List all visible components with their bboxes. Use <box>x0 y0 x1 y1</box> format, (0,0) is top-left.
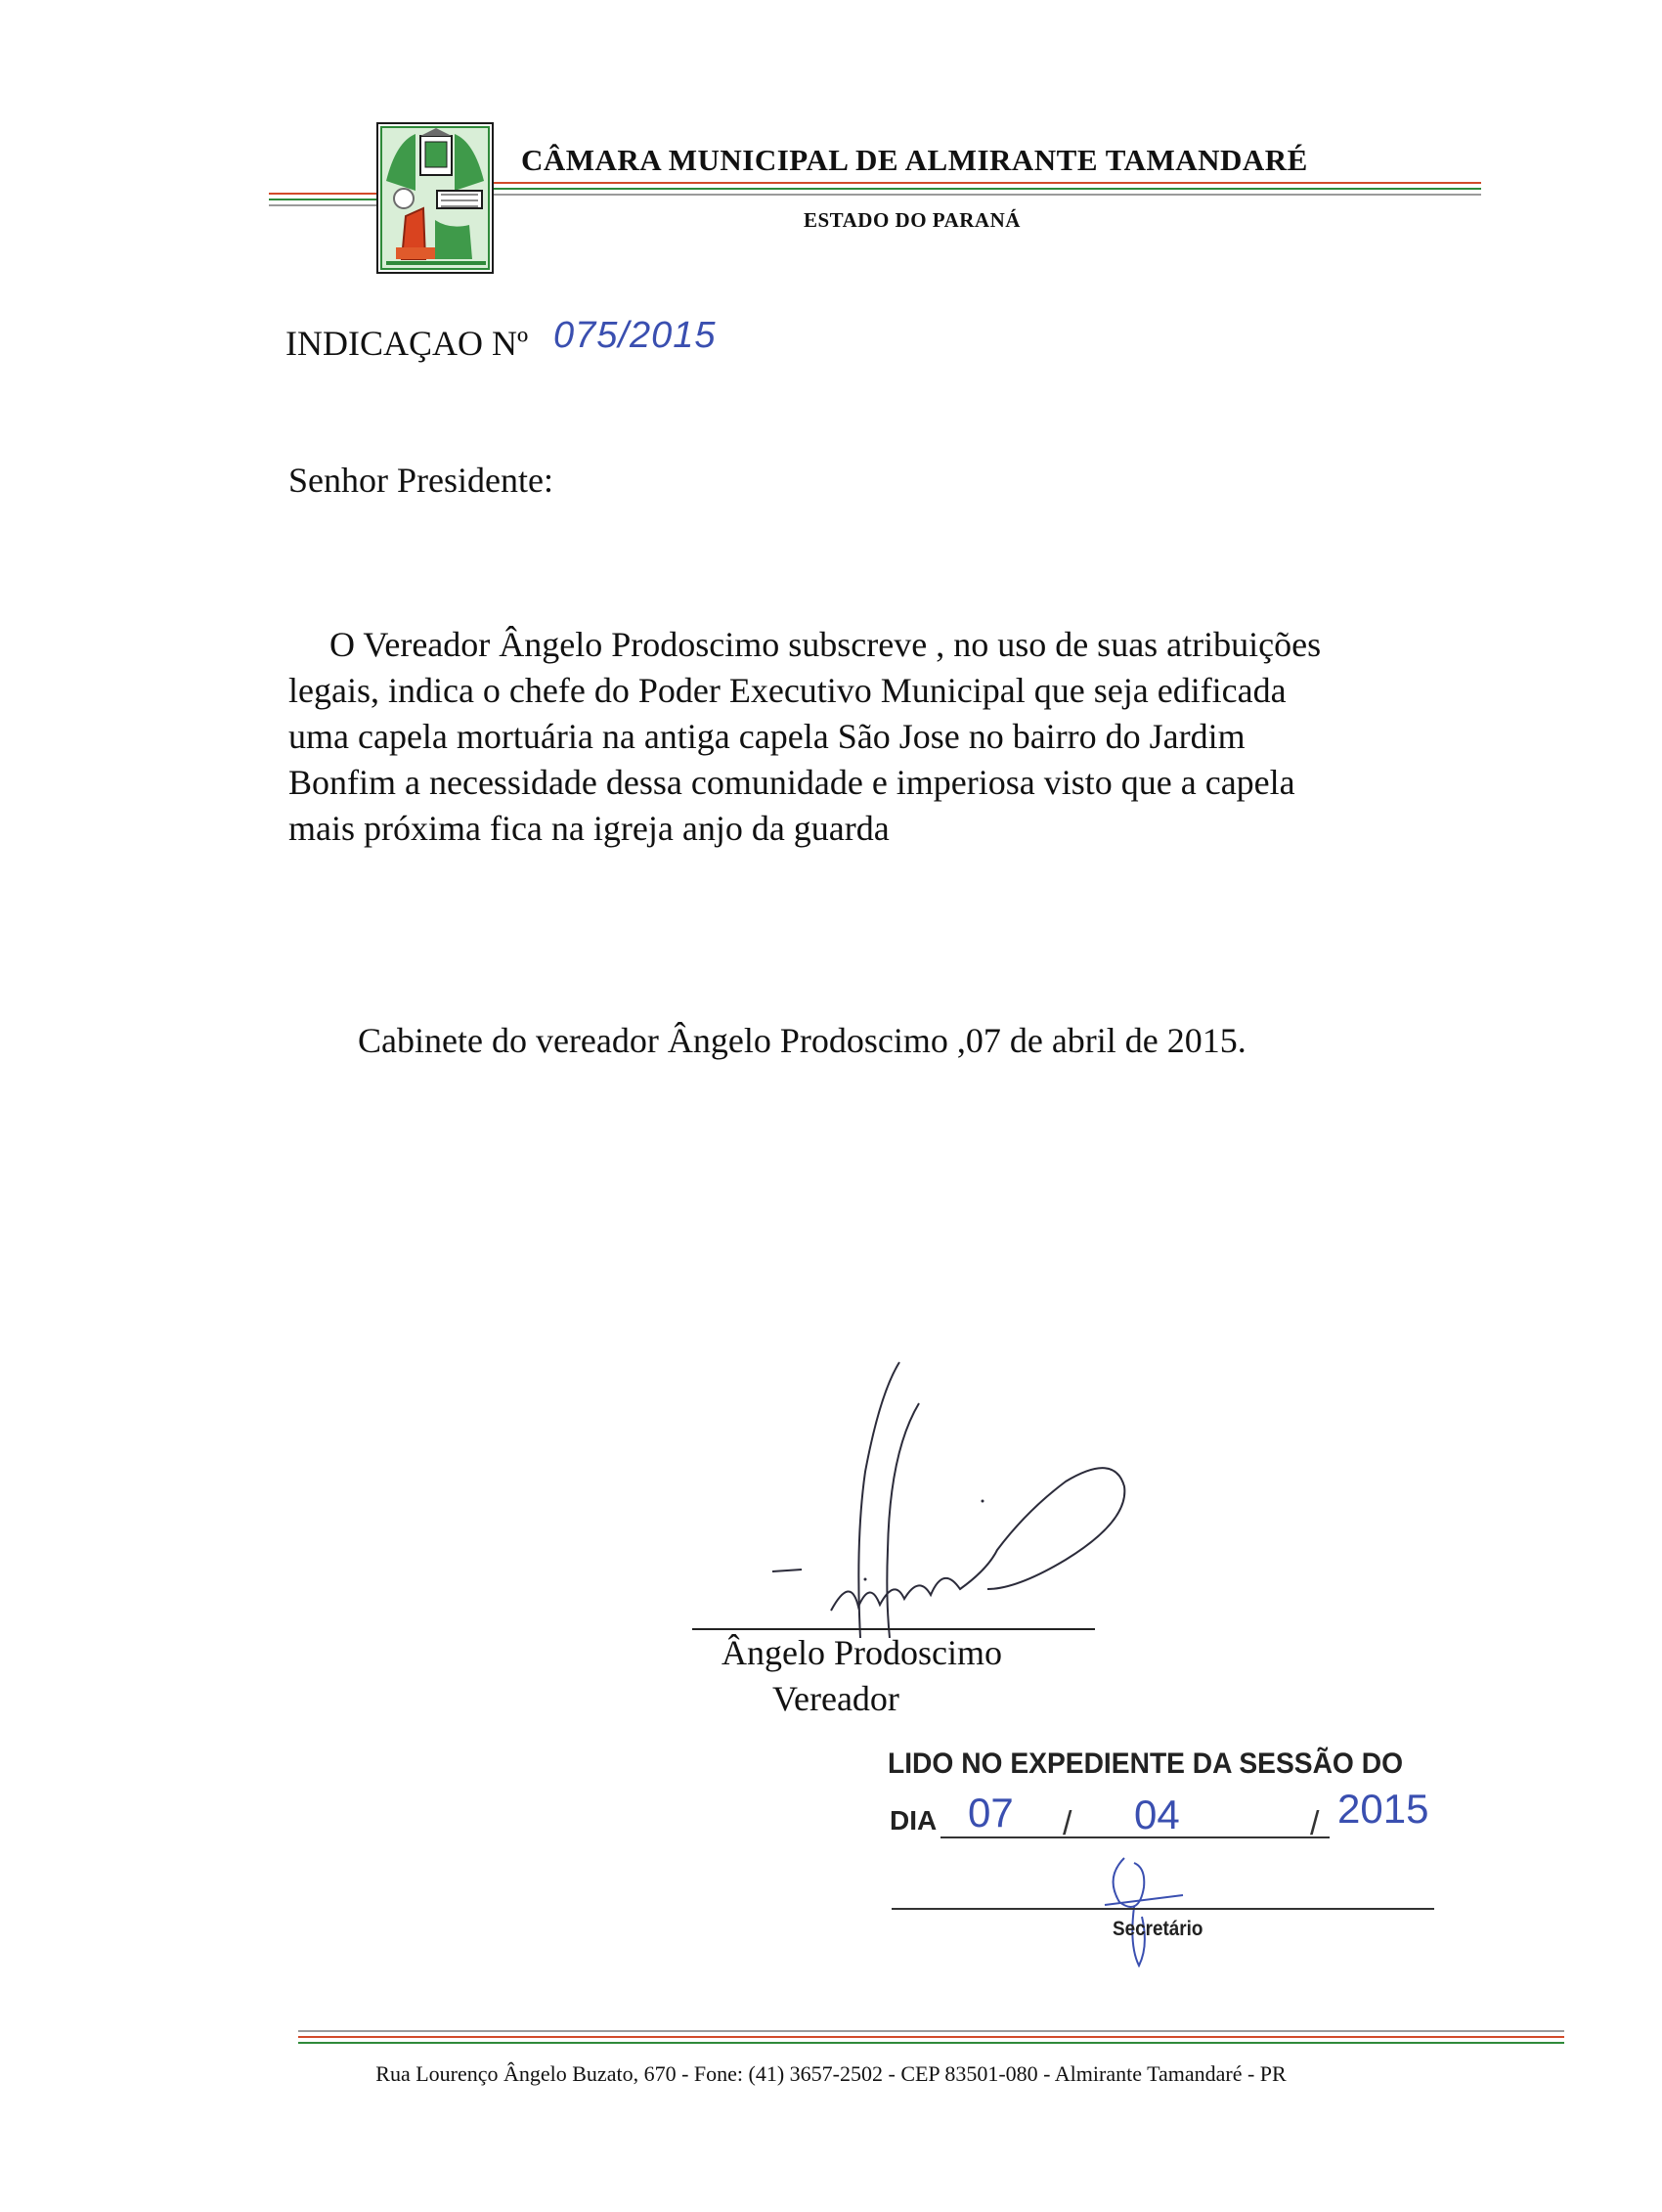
footer-rule-grey <box>298 2030 1564 2032</box>
salutation: Senhor Presidente: <box>288 461 553 500</box>
footer-address: Rua Lourenço Ângelo Buzato, 670 - Fone: (41) 3657-2502 - CEP 83501-080 - Almirante Tamandaré - PR <box>375 2061 1287 2086</box>
stamp-year-handwritten: 2015 <box>1337 1786 1429 1832</box>
stamp-month-handwritten: 04 <box>1134 1792 1180 1837</box>
document-title: INDICAÇAO Nº <box>285 324 529 363</box>
body-line: mais próxima fica na igreja anjo da guarda <box>288 809 890 848</box>
body-line: Bonfim a necessidade dessa comunidade e imperiosa visto que a capela <box>288 763 1295 802</box>
footer-rule-green <box>298 2042 1564 2044</box>
institution-state: ESTADO DO PARANÁ <box>804 208 1021 232</box>
body-line: legais, indica o chefe do Poder Executivo Municipal que seja edificada <box>288 671 1287 710</box>
signer-name: Ângelo Prodoscimo <box>722 1633 1002 1672</box>
stamp-separator: / <box>1063 1805 1072 1842</box>
stamp-secretary-label: Secretário <box>1113 1918 1203 1940</box>
document-number-handwritten: 075/2015 <box>553 315 717 356</box>
handwritten-signature <box>772 1354 1242 1638</box>
stamp-separator: / <box>1310 1805 1320 1842</box>
stamp-header: LIDO NO EXPEDIENTE DA SESSÃO DO <box>888 1747 1404 1780</box>
signer-role: Vereador <box>772 1679 899 1718</box>
municipal-crest-logo <box>376 122 494 274</box>
header-rule-grey <box>494 194 1481 196</box>
body-line: uma capela mortuária na antiga capela São Jose no bairro do Jardim <box>288 717 1246 756</box>
header-rule-green-left <box>269 199 376 200</box>
body-paragraph <box>288 622 1422 852</box>
header-rule-red <box>494 182 1481 184</box>
stamp-day-handwritten: 07 <box>968 1790 1014 1836</box>
header-rule-grey-left <box>269 204 376 206</box>
stamp-day-label: DIA <box>890 1805 938 1836</box>
header-rule-green <box>494 188 1481 190</box>
body-line: O Vereador Ângelo Prodoscimo subscreve , no uso de suas atribuições <box>329 625 1322 664</box>
institution-name: CÂMARA MUNICIPAL DE ALMIRANTE TAMANDARÉ <box>521 143 1308 177</box>
footer-rule-red <box>298 2036 1564 2038</box>
signature-line <box>692 1628 1095 1630</box>
closing-date-line: Cabinete do vereador Ângelo Prodoscimo ,07 de abril de 2015. <box>358 1021 1246 1060</box>
stamp-signature-line <box>892 1908 1434 1910</box>
secretary-initials-signature <box>1095 1848 1193 1975</box>
header-rule-red-left <box>269 193 376 195</box>
